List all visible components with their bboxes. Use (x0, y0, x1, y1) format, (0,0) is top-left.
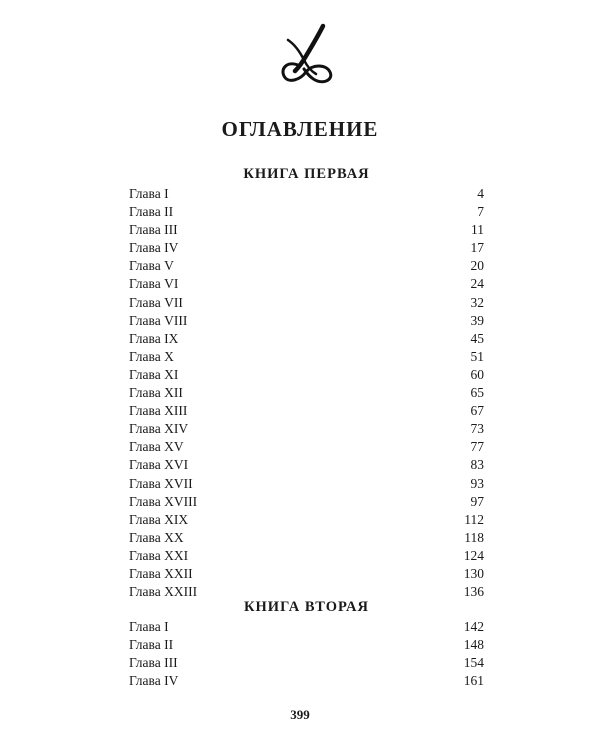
page-number: 399 (290, 707, 310, 722)
toc-entry (129, 330, 484, 348)
chapter-label: Глава XXII (129, 565, 193, 581)
chapter-page-number: 118 (464, 529, 484, 545)
book-first (129, 163, 484, 601)
chapter-page-number: 124 (463, 547, 484, 563)
chapter-page-number: 83 (470, 457, 484, 473)
toc-entry (129, 654, 484, 672)
book-title: КНИГА ПЕРВАЯ (243, 166, 370, 182)
chapter-label: Глава I (129, 186, 169, 201)
chapter-page-number: 148 (463, 637, 484, 653)
chapter-label: Глава XI (129, 366, 179, 382)
chapter-label: Глава XVIII (129, 493, 198, 509)
chapter-page-number: 73 (470, 421, 484, 437)
toc-list (129, 185, 484, 601)
chapter-label: Глава XXI (129, 547, 189, 563)
chapter-page-number: 24 (470, 276, 484, 292)
chapter-label: Глава X (129, 348, 174, 364)
chapter-page-number: 32 (470, 294, 484, 310)
toc-entry (129, 294, 484, 312)
chapter-label: Глава V (129, 258, 174, 274)
chapter-label: Глава XIII (129, 403, 188, 419)
toc-entry (129, 672, 484, 690)
toc-entry (129, 456, 484, 474)
chapter-label: Глава XIX (129, 511, 189, 527)
toc-entry (129, 636, 484, 654)
chapter-page-number: 67 (470, 403, 484, 419)
chapter-label: Глава XVII (129, 475, 193, 491)
book-second (129, 596, 484, 690)
chapter-page-number: 130 (463, 565, 484, 581)
toc-entry (129, 547, 484, 565)
chapter-page-number: 17 (470, 240, 484, 256)
chapter-page-number: 7 (477, 204, 484, 220)
chapter-page-number: 65 (470, 385, 484, 401)
chapter-page-number: 161 (463, 673, 484, 689)
toc-list (129, 618, 484, 690)
chapter-label: Глава II (129, 637, 174, 653)
toc-entry (129, 438, 484, 456)
chapter-page-number: 4 (477, 186, 484, 201)
chapter-page-number: 136 (463, 584, 484, 600)
toc-entry (129, 203, 484, 221)
toc-entry (129, 221, 484, 239)
chapter-page-number: 93 (470, 475, 484, 491)
toc-entry (129, 475, 484, 493)
chapter-label: Глава II (129, 204, 174, 220)
chapter-label: Глава XIV (129, 421, 189, 437)
chapter-label: Глава VII (129, 294, 183, 310)
chapter-label: Глава XXIII (129, 584, 198, 600)
chapter-label: Глава I (129, 619, 169, 634)
chapter-page-number: 51 (470, 348, 484, 364)
chapter-label: Глава VIII (129, 312, 188, 328)
chapter-page-number: 11 (471, 222, 484, 238)
chapter-page-number: 77 (470, 439, 484, 455)
chapter-page-number: 20 (470, 258, 484, 274)
toc-entry (129, 384, 484, 402)
toc-entry (129, 402, 484, 420)
toc-entry (129, 239, 484, 257)
chapter-label: Глава VI (129, 276, 179, 292)
calligraphic-flourish-icon (278, 22, 338, 88)
toc-entry (129, 529, 484, 547)
chapter-page-number: 112 (464, 511, 484, 527)
toc-entry (129, 511, 484, 529)
chapter-page-number: 142 (463, 619, 484, 634)
chapter-page-number: 97 (470, 493, 484, 509)
chapter-page-number: 60 (470, 366, 484, 382)
chapter-label: Глава XX (129, 529, 184, 545)
chapter-page-number: 39 (470, 312, 484, 328)
chapter-page-number: 45 (470, 330, 484, 346)
chapter-label: Глава III (129, 222, 178, 238)
chapter-label: Глава IV (129, 240, 179, 256)
toc-entry (129, 312, 484, 330)
chapter-label: Глава XII (129, 385, 183, 401)
toc-entry (129, 565, 484, 583)
toc-entry (129, 275, 484, 293)
toc-entry (129, 257, 484, 275)
chapter-label: Глава III (129, 655, 178, 671)
book-title: КНИГА ВТОРАЯ (244, 599, 369, 615)
toc-entry (129, 348, 484, 366)
chapter-label: Глава IV (129, 673, 179, 689)
toc-entry (129, 420, 484, 438)
toc-entry (129, 366, 484, 384)
page-title: ОГЛАВЛЕНИЕ (221, 117, 379, 141)
chapter-label: Глава XVI (129, 457, 189, 473)
chapter-label: Глава IX (129, 330, 179, 346)
toc-entry (129, 493, 484, 511)
chapter-label: Глава XV (129, 439, 184, 455)
toc-entry (129, 185, 484, 203)
chapter-page-number: 154 (463, 655, 484, 671)
toc-entry (129, 618, 484, 636)
